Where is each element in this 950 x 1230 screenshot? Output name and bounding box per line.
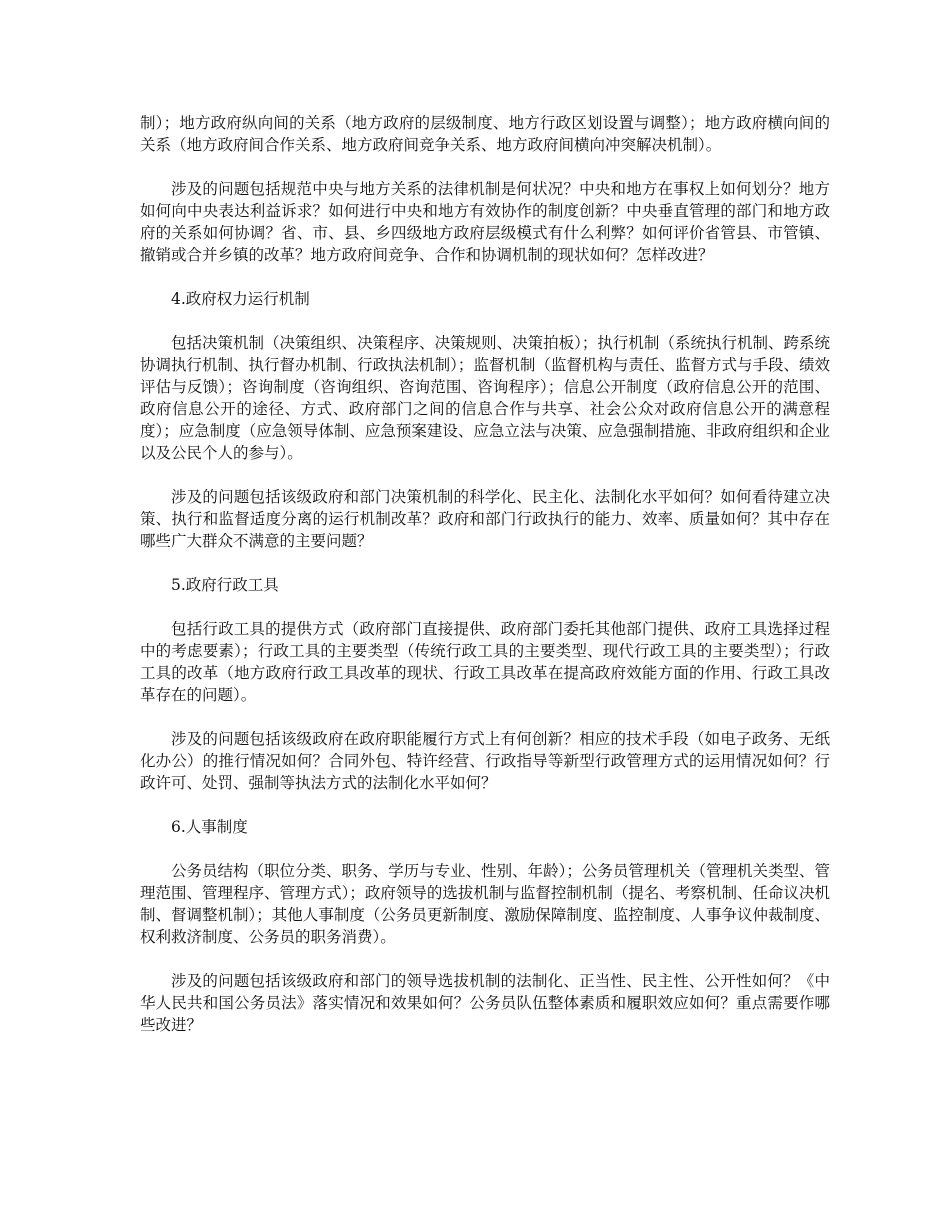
paragraph-admin-tools-issues: 涉及的问题包括该级政府在政府职能履行方式上有何创新？相应的技术手段（如电子政务、无纸化办公）的推行情况如何？合同外包、特许经营、行政指导等新型行政管理方式的运用情况如何？行政许可、处罚、强制等执法方式的法制化水平如何？: [140, 730, 830, 792]
paragraph-personnel-system: 公务员结构（职位分类、职务、学历与专业、性别、年龄）；公务员管理机关（管理机关类型、管理范围、管理程序、管理方式）；政府领导的选拔机制与监督控制机制（提名、考察机制、任命议决机制、督调整机制）；其他人事制度（公务员更新制度、激励保障制度、监控制度、人事争议仲裁制度、权利救济制度、公务员的职务消费）。: [140, 862, 830, 946]
section-heading-5: 5.政府行政工具: [171, 576, 279, 594]
paragraph-continuation: 制）；地方政府纵向间的关系（地方政府的层级制度、地方行政区划设置与调整）；地方政府横向间的关系（地方政府间合作关系、地方政府间竞争关系、地方政府间横向冲突解决机制）。: [140, 114, 830, 154]
section-heading-4: 4.政府权力运行机制: [171, 290, 310, 308]
paragraph-power-issues: 涉及的问题包括该级政府和部门决策机制的科学化、民主化、法制化水平如何？如何看待建立决策、执行和监督适度分离的运行机制改革？政府和部门行政执行的能力、效率、质量如何？其中存在哪些广大群众不满意的主要问题？: [140, 488, 830, 550]
paragraph-power-mechanisms: 包括决策机制（决策组织、决策程序、决策规则、决策拍板）；执行机制（系统执行机制、跨系统协调执行机制、执行督办机制、行政执法机制）；监督机制（监督机构与责任、监督方式与手段、绩效评估与反馈）；咨询制度（咨询组织、咨询范围、咨询程序）；信息公开制度（政府信息公开的范围、政府信息公开的途径、方式、政府部门之间的信息合作与共享、社会公众对政府信息公开的满意程度）；应急制度（应急领导体制、应急预案建设、应急立法与决策、应急强制措施、非政府组织和企业以及公民个人的参与）。: [140, 334, 830, 462]
section-heading-6: 6.人事制度: [171, 818, 248, 836]
paragraph-central-local-issues: 涉及的问题包括规范中央与地方关系的法律机制是何状况？中央和地方在事权上如何划分？地方如何向中央表达利益诉求？如何进行中央和地方有效协作的制度创新？中央垂直管理的部门和地方政府的关系如何协调？省、市、县、乡四级地方政府层级模式有什么利弊？如何评价省管县、市管镇、撤销或合并乡镇的改革？地方政府间竞争、合作和协调机制的现状如何？怎样改进？: [140, 180, 830, 264]
paragraph-admin-tools: 包括行政工具的提供方式（政府部门直接提供、政府部门委托其他部门提供、政府工具选择过程中的考虑要素）；行政工具的主要类型（传统行政工具的主要类型、现代行政工具的主要类型）；行政工具的改革（地方政府行政工具改革的现状、行政工具改革在提高政府效能方面的作用、行政工具改革存在的问题）。: [140, 620, 830, 704]
paragraph-personnel-issues: 涉及的问题包括该级政府和部门的领导选拔机制的法制化、正当性、民主性、公开性如何？《中华人民共和国公务员法》落实情况和效果如何？公务员队伍整体素质和履职效应如何？重点需要作哪些改进？: [140, 972, 830, 1034]
document-body: [140, 112, 830, 1058]
